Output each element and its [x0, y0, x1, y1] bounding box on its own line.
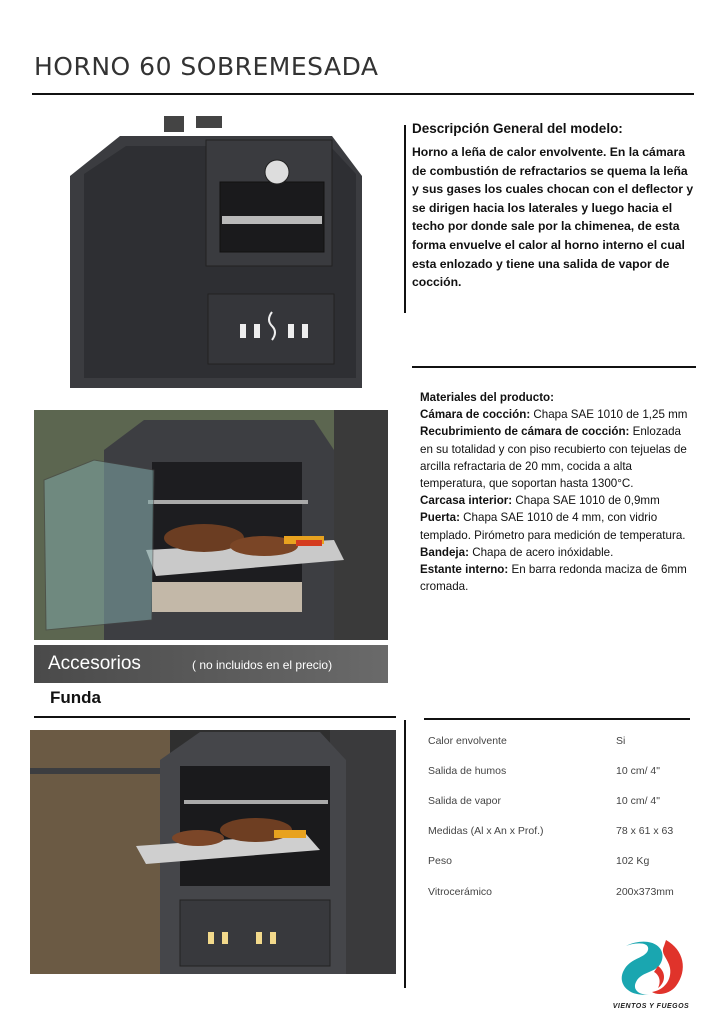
- material-item: Estante interno: En barra redonda maciza de 6mm cromada.: [420, 563, 687, 594]
- material-item: Carcasa interior: Chapa SAE 1010 de 0,9mm: [420, 494, 660, 508]
- oven-tray-photo: [30, 730, 396, 974]
- spec-value: 102 Kg: [616, 855, 650, 867]
- specs-top-divider: [424, 718, 690, 720]
- description-heading: Descripción General del modelo:: [412, 121, 623, 136]
- accessories-divider: [34, 716, 396, 718]
- spec-row: [428, 765, 688, 781]
- spec-key: Calor envolvente: [428, 735, 507, 747]
- material-item: Puerta: Chapa SAE 1010 de 4 mm, con vidrio templado. Pirómetro para medición de temperatura.: [420, 511, 686, 542]
- oven-open-photo: [34, 410, 388, 640]
- description-bottom-divider: [412, 366, 696, 368]
- oven-photo: [70, 116, 362, 388]
- accessories-title: Accesorios: [48, 653, 141, 674]
- material-item: Bandeja: Chapa de acero inóxidable.: [420, 545, 614, 559]
- spec-row: [428, 825, 688, 841]
- spec-row: [428, 886, 688, 902]
- materials-section: [420, 389, 688, 595]
- spec-value: Si: [616, 735, 626, 747]
- spec-value: 78 x 61 x 63: [616, 825, 674, 837]
- spec-value: 10 cm/ 4": [616, 795, 660, 807]
- spec-key: Peso: [428, 855, 452, 867]
- material-item: Recubrimiento de cámara de cocción: Enlozada en su totalidad y con piso recubierto con tejuelas de arcilla refractaria de 20 mm, cocida a alta temperatura, que soportan hasta 1300°C.: [420, 425, 687, 491]
- accessory-item: Funda: [50, 688, 101, 707]
- spec-row: [428, 735, 688, 751]
- spec-key: Salida de humos: [428, 765, 507, 777]
- specs-divider: [404, 720, 406, 988]
- brand-logo: [606, 936, 696, 1012]
- description-divider: [404, 125, 406, 313]
- brand-name: VIENTOS Y FUEGOS: [612, 1003, 690, 1010]
- spec-value: 200x373mm: [616, 886, 674, 898]
- spec-key: Salida de vapor: [428, 795, 501, 807]
- spec-key: Medidas (Al x An x Prof.): [428, 825, 544, 837]
- page-title: HORNO 60 SOBREMESADA: [34, 52, 379, 81]
- spec-row: [428, 855, 688, 871]
- spec-value: 10 cm/ 4": [616, 765, 660, 777]
- material-item: Cámara de cocción: Chapa SAE 1010 de 1,25 mm: [420, 408, 688, 422]
- materials-heading: Materiales del producto:: [420, 391, 554, 404]
- spec-key: Vitrocerámico: [428, 886, 492, 898]
- title-divider: [32, 93, 694, 95]
- accessories-note: ( no incluidos en el precio): [192, 658, 333, 672]
- accessories-banner: [34, 645, 388, 683]
- description-body: Horno a leña de calor envolvente. En la cámara de combustión de refractarios se quema la leña y sus gases los cuales chocan con el deflector y se dirigen hacia los laterales y luego hacia el techo por donde sale por la chimenea, de esta forma envuelve el calor al horno interno el cual esta enlozado y tiene una salida de vapor de cocción.: [412, 145, 694, 290]
- spec-row: [428, 795, 688, 811]
